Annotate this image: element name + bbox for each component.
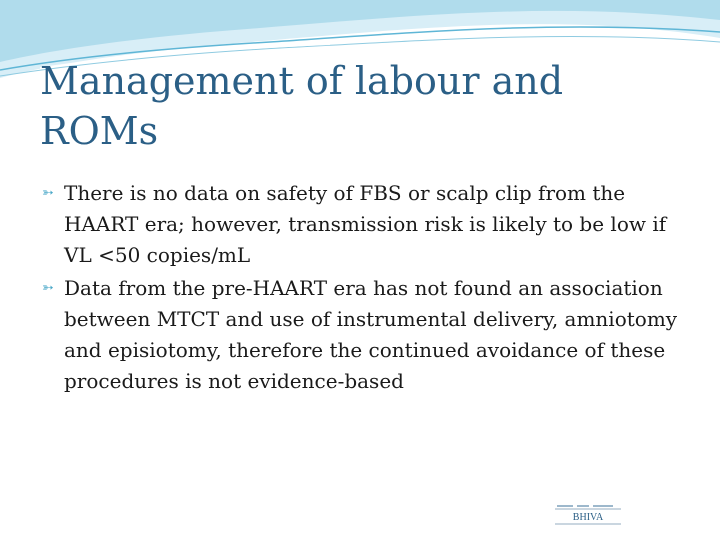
curved-arrow-bullet-icon: ➳ bbox=[42, 280, 54, 296]
svg-text:BHIVA: BHIVA bbox=[572, 512, 604, 523]
bullet-list bbox=[40, 178, 690, 399]
bullet-text: There is no data on safety of FBS or scalp clip from the HAART era; however, transmission risk is likely to be low if VL <50 copies/mL bbox=[64, 181, 667, 267]
slide-title: Management of labour and ROMs bbox=[40, 59, 564, 153]
bullet-item bbox=[40, 273, 690, 397]
bhiva-logo bbox=[553, 503, 623, 525]
bullet-text: Data from the pre-HAART era has not found an association between MTCT and use of instrumental delivery, amniotomy and episiotomy, therefore the continued avoidance of these procedures is not evidence-based bbox=[64, 276, 678, 393]
curved-arrow-bullet-icon: ➳ bbox=[42, 185, 54, 201]
bullet-item bbox=[40, 178, 690, 271]
